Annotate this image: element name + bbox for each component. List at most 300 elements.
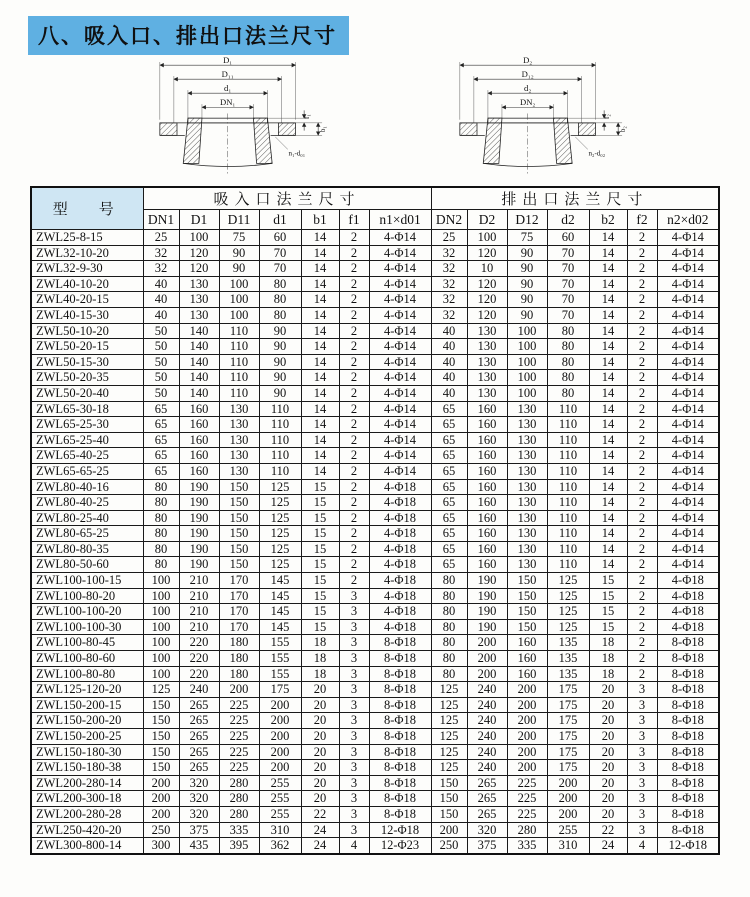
value-cell: 255 — [547, 822, 589, 838]
value-cell: 80 — [143, 479, 179, 495]
value-cell: 3 — [339, 806, 369, 822]
table-row — [31, 510, 719, 526]
value-cell: 15 — [301, 510, 339, 526]
value-cell: 80 — [143, 495, 179, 511]
value-cell: 150 — [219, 495, 259, 511]
value-cell: 140 — [179, 339, 219, 355]
value-cell: 240 — [467, 682, 507, 698]
value-cell: 210 — [179, 619, 219, 635]
value-cell: 200 — [467, 635, 507, 651]
value-cell: 18 — [301, 651, 339, 667]
value-cell: 175 — [547, 682, 589, 698]
value-cell: 125 — [259, 495, 301, 511]
model-cell: ZWL80-65-25 — [31, 526, 143, 542]
dim-label-n1d01: n₁-d₀₁ — [288, 149, 306, 158]
value-cell: 145 — [259, 573, 301, 589]
value-cell: 80 — [143, 541, 179, 557]
model-cell: ZWL100-100-20 — [31, 604, 143, 620]
value-cell: 15 — [301, 541, 339, 557]
value-cell: 100 — [467, 230, 507, 246]
value-cell: 100 — [143, 604, 179, 620]
value-cell: 50 — [143, 323, 179, 339]
value-cell: 2 — [627, 307, 657, 323]
value-cell: 160 — [179, 432, 219, 448]
value-cell: 2 — [339, 401, 369, 417]
table-row — [31, 760, 719, 776]
value-cell: 15 — [589, 588, 627, 604]
value-cell: 110 — [547, 448, 589, 464]
value-cell: 125 — [431, 682, 467, 698]
value-cell: 110 — [259, 463, 301, 479]
value-cell: 22 — [301, 806, 339, 822]
model-cell: ZWL100-100-15 — [31, 573, 143, 589]
value-cell: 335 — [219, 822, 259, 838]
column-header: n2×d02 — [657, 210, 719, 230]
suction-flange-diagram — [138, 52, 333, 182]
value-cell: 200 — [507, 760, 547, 776]
value-cell: 20 — [301, 697, 339, 713]
value-cell: 225 — [219, 713, 259, 729]
value-cell: 3 — [627, 806, 657, 822]
value-cell: 160 — [179, 417, 219, 433]
value-cell: 14 — [589, 276, 627, 292]
value-cell: 14 — [589, 417, 627, 433]
value-cell: 80 — [259, 276, 301, 292]
value-cell: 2 — [627, 541, 657, 557]
value-cell: 110 — [259, 401, 301, 417]
value-cell: 2 — [627, 230, 657, 246]
value-cell: 65 — [431, 463, 467, 479]
value-cell: 4-Φ14 — [657, 307, 719, 323]
value-cell: 150 — [431, 775, 467, 791]
value-cell: 50 — [143, 385, 179, 401]
value-cell: 2 — [339, 339, 369, 355]
value-cell: 265 — [467, 791, 507, 807]
value-cell: 240 — [179, 682, 219, 698]
value-cell: 155 — [259, 635, 301, 651]
value-cell: 140 — [179, 370, 219, 386]
value-cell: 140 — [179, 354, 219, 370]
value-cell: 32 — [431, 261, 467, 277]
value-cell: 200 — [259, 697, 301, 713]
model-cell: ZWL100-80-20 — [31, 588, 143, 604]
value-cell: 3 — [627, 760, 657, 776]
value-cell: 2 — [627, 619, 657, 635]
value-cell: 2 — [339, 557, 369, 573]
table-row — [31, 619, 719, 635]
value-cell: 130 — [507, 510, 547, 526]
value-cell: 130 — [219, 417, 259, 433]
value-cell: 110 — [219, 354, 259, 370]
value-cell: 2 — [627, 635, 657, 651]
value-cell: 2 — [339, 276, 369, 292]
table-row — [31, 401, 719, 417]
value-cell: 125 — [259, 526, 301, 542]
value-cell: 18 — [589, 666, 627, 682]
value-cell: 80 — [431, 604, 467, 620]
value-cell: 8-Φ18 — [657, 791, 719, 807]
value-cell: 14 — [589, 307, 627, 323]
value-cell: 2 — [339, 448, 369, 464]
value-cell: 2 — [627, 651, 657, 667]
value-cell: 50 — [143, 339, 179, 355]
value-cell: 4-Φ14 — [369, 432, 431, 448]
value-cell: 160 — [467, 495, 507, 511]
value-cell: 225 — [219, 744, 259, 760]
value-cell: 180 — [219, 666, 259, 682]
value-cell: 110 — [547, 495, 589, 511]
table-row — [31, 635, 719, 651]
value-cell: 435 — [179, 838, 219, 854]
value-cell: 3 — [339, 775, 369, 791]
value-cell: 2 — [627, 323, 657, 339]
value-cell: 24 — [301, 822, 339, 838]
value-cell: 2 — [339, 307, 369, 323]
value-cell: 20 — [301, 791, 339, 807]
value-cell: 4-Φ18 — [369, 573, 431, 589]
value-cell: 280 — [219, 806, 259, 822]
table-row — [31, 697, 719, 713]
value-cell: 14 — [301, 401, 339, 417]
value-cell: 4-Φ14 — [657, 230, 719, 246]
value-cell: 335 — [507, 838, 547, 854]
value-cell: 12-Φ18 — [369, 822, 431, 838]
value-cell: 4-Φ18 — [369, 510, 431, 526]
table-row — [31, 651, 719, 667]
value-cell: 40 — [431, 354, 467, 370]
value-cell: 4-Φ14 — [657, 495, 719, 511]
value-cell: 125 — [547, 604, 589, 620]
value-cell: 130 — [507, 557, 547, 573]
value-cell: 80 — [547, 323, 589, 339]
value-cell: 2 — [627, 526, 657, 542]
value-cell: 4-Φ14 — [369, 448, 431, 464]
value-cell: 8-Φ18 — [369, 635, 431, 651]
value-cell: 175 — [547, 744, 589, 760]
value-cell: 110 — [547, 526, 589, 542]
value-cell: 3 — [627, 713, 657, 729]
value-cell: 200 — [547, 806, 589, 822]
value-cell: 110 — [219, 370, 259, 386]
value-cell: 4-Φ14 — [369, 354, 431, 370]
value-cell: 130 — [179, 307, 219, 323]
value-cell: 2 — [627, 666, 657, 682]
column-header: f2 — [627, 210, 657, 230]
value-cell: 150 — [143, 729, 179, 745]
value-cell: 190 — [179, 557, 219, 573]
value-cell: 8-Φ18 — [657, 682, 719, 698]
value-cell: 14 — [589, 479, 627, 495]
table-row — [31, 666, 719, 682]
value-cell: 2 — [339, 385, 369, 401]
value-cell: 150 — [219, 541, 259, 557]
value-cell: 2 — [627, 417, 657, 433]
value-cell: 200 — [259, 729, 301, 745]
model-cell: ZWL100-100-30 — [31, 619, 143, 635]
value-cell: 70 — [547, 292, 589, 308]
value-cell: 32 — [143, 261, 179, 277]
value-cell: 14 — [301, 448, 339, 464]
value-cell: 190 — [179, 479, 219, 495]
model-cell: ZWL40-15-30 — [31, 307, 143, 323]
value-cell: 130 — [507, 479, 547, 495]
value-cell: 18 — [589, 651, 627, 667]
value-cell: 190 — [179, 495, 219, 511]
value-cell: 200 — [219, 682, 259, 698]
table-row — [31, 791, 719, 807]
value-cell: 90 — [259, 385, 301, 401]
table-row — [31, 385, 719, 401]
value-cell: 220 — [179, 651, 219, 667]
value-cell: 4-Φ14 — [369, 323, 431, 339]
value-cell: 65 — [431, 401, 467, 417]
value-cell: 200 — [507, 744, 547, 760]
value-cell: 12-Φ18 — [657, 838, 719, 854]
value-cell: 2 — [339, 541, 369, 557]
value-cell: 2 — [339, 432, 369, 448]
value-cell: 320 — [179, 806, 219, 822]
value-cell: 40 — [143, 292, 179, 308]
value-cell: 130 — [219, 463, 259, 479]
value-cell: 160 — [467, 557, 507, 573]
dim-label-n2d02: n₂-d₀₂ — [588, 149, 606, 158]
value-cell: 155 — [259, 651, 301, 667]
value-cell: 320 — [179, 775, 219, 791]
value-cell: 130 — [467, 370, 507, 386]
value-cell: 18 — [301, 666, 339, 682]
value-cell: 14 — [589, 463, 627, 479]
model-cell: ZWL80-40-16 — [31, 479, 143, 495]
value-cell: 140 — [179, 323, 219, 339]
value-cell: 80 — [143, 526, 179, 542]
value-cell: 2 — [339, 495, 369, 511]
value-cell: 2 — [627, 401, 657, 417]
value-cell: 4-Φ14 — [657, 448, 719, 464]
value-cell: 100 — [143, 573, 179, 589]
value-cell: 50 — [143, 370, 179, 386]
value-cell: 160 — [467, 541, 507, 557]
value-cell: 265 — [179, 729, 219, 745]
value-cell: 145 — [259, 619, 301, 635]
value-cell: 3 — [627, 697, 657, 713]
value-cell: 125 — [547, 573, 589, 589]
value-cell: 170 — [219, 573, 259, 589]
value-cell: 125 — [431, 697, 467, 713]
value-cell: 4-Φ14 — [657, 370, 719, 386]
value-cell: 2 — [627, 276, 657, 292]
value-cell: 3 — [339, 604, 369, 620]
value-cell: 2 — [339, 479, 369, 495]
value-cell: 225 — [219, 729, 259, 745]
value-cell: 90 — [507, 292, 547, 308]
value-cell: 130 — [467, 339, 507, 355]
value-cell: 225 — [219, 760, 259, 776]
value-cell: 100 — [219, 307, 259, 323]
value-cell: 14 — [589, 292, 627, 308]
value-cell: 8-Φ18 — [369, 775, 431, 791]
value-cell: 160 — [507, 635, 547, 651]
value-cell: 8-Φ18 — [657, 775, 719, 791]
value-cell: 20 — [301, 729, 339, 745]
value-cell: 14 — [589, 495, 627, 511]
value-cell: 310 — [547, 838, 589, 854]
value-cell: 8-Φ18 — [657, 713, 719, 729]
value-cell: 14 — [589, 245, 627, 261]
value-cell: 265 — [179, 697, 219, 713]
value-cell: 2 — [627, 510, 657, 526]
value-cell: 265 — [179, 713, 219, 729]
value-cell: 2 — [627, 479, 657, 495]
value-cell: 110 — [259, 448, 301, 464]
value-cell: 20 — [589, 744, 627, 760]
value-cell: 150 — [143, 760, 179, 776]
value-cell: 24 — [589, 838, 627, 854]
value-cell: 160 — [467, 417, 507, 433]
column-header: D11 — [219, 210, 259, 230]
dim-label-DN1: DN₁ — [220, 96, 236, 107]
value-cell: 80 — [143, 557, 179, 573]
value-cell: 22 — [589, 822, 627, 838]
suction-group-header: 吸入口法兰尺寸 — [143, 187, 431, 210]
value-cell: 160 — [467, 401, 507, 417]
value-cell: 80 — [547, 385, 589, 401]
value-cell: 110 — [259, 417, 301, 433]
column-header: D1 — [179, 210, 219, 230]
table-row — [31, 463, 719, 479]
value-cell: 15 — [301, 557, 339, 573]
value-cell: 3 — [339, 682, 369, 698]
value-cell: 65 — [143, 463, 179, 479]
value-cell: 150 — [219, 557, 259, 573]
value-cell: 70 — [259, 261, 301, 277]
value-cell: 8-Φ18 — [657, 729, 719, 745]
table-row — [31, 323, 719, 339]
value-cell: 65 — [143, 401, 179, 417]
value-cell: 3 — [339, 713, 369, 729]
value-cell: 170 — [219, 604, 259, 620]
table-row — [31, 744, 719, 760]
value-cell: 14 — [589, 401, 627, 417]
value-cell: 14 — [589, 339, 627, 355]
value-cell: 4-Φ14 — [657, 510, 719, 526]
value-cell: 14 — [301, 354, 339, 370]
value-cell: 20 — [589, 760, 627, 776]
value-cell: 2 — [627, 292, 657, 308]
value-cell: 18 — [301, 635, 339, 651]
value-cell: 210 — [179, 604, 219, 620]
value-cell: 175 — [547, 729, 589, 745]
value-cell: 150 — [507, 573, 547, 589]
value-cell: 20 — [589, 697, 627, 713]
value-cell: 150 — [143, 744, 179, 760]
value-cell: 130 — [179, 292, 219, 308]
value-cell: 100 — [143, 635, 179, 651]
value-cell: 190 — [179, 526, 219, 542]
value-cell: 90 — [259, 354, 301, 370]
value-cell: 4-Φ14 — [657, 417, 719, 433]
value-cell: 90 — [259, 339, 301, 355]
value-cell: 3 — [627, 729, 657, 745]
value-cell: 80 — [431, 666, 467, 682]
table-row — [31, 339, 719, 355]
value-cell: 180 — [219, 651, 259, 667]
value-cell: 4-Φ18 — [369, 619, 431, 635]
value-cell: 14 — [301, 276, 339, 292]
value-cell: 100 — [507, 354, 547, 370]
model-cell: ZWL32-9-30 — [31, 261, 143, 277]
value-cell: 375 — [179, 822, 219, 838]
value-cell: 240 — [467, 760, 507, 776]
dim-label-b1: b₁ — [319, 126, 328, 133]
value-cell: 4-Φ14 — [657, 385, 719, 401]
value-cell: 32 — [431, 292, 467, 308]
model-cell: ZWL200-280-14 — [31, 775, 143, 791]
table-row — [31, 573, 719, 589]
value-cell: 265 — [179, 744, 219, 760]
dim-label-f2: f₂ — [602, 114, 611, 120]
value-cell: 14 — [301, 339, 339, 355]
value-cell: 170 — [219, 619, 259, 635]
value-cell: 160 — [507, 666, 547, 682]
value-cell: 130 — [467, 385, 507, 401]
value-cell: 100 — [143, 666, 179, 682]
value-cell: 150 — [507, 619, 547, 635]
value-cell: 65 — [143, 448, 179, 464]
value-cell: 140 — [179, 385, 219, 401]
table-row — [31, 526, 719, 542]
value-cell: 8-Φ18 — [369, 791, 431, 807]
value-cell: 190 — [179, 510, 219, 526]
table-row — [31, 276, 719, 292]
value-cell: 20 — [301, 760, 339, 776]
value-cell: 14 — [589, 526, 627, 542]
table-row — [31, 432, 719, 448]
value-cell: 8-Φ18 — [369, 713, 431, 729]
value-cell: 110 — [547, 463, 589, 479]
table-row — [31, 588, 719, 604]
column-header: f1 — [339, 210, 369, 230]
value-cell: 225 — [507, 775, 547, 791]
value-cell: 4-Φ14 — [369, 276, 431, 292]
value-cell: 175 — [547, 697, 589, 713]
value-cell: 20 — [589, 775, 627, 791]
value-cell: 160 — [179, 401, 219, 417]
value-cell: 175 — [259, 682, 301, 698]
value-cell: 160 — [467, 526, 507, 542]
value-cell: 130 — [507, 463, 547, 479]
value-cell: 255 — [259, 775, 301, 791]
value-cell: 225 — [507, 806, 547, 822]
value-cell: 100 — [507, 323, 547, 339]
value-cell: 130 — [507, 541, 547, 557]
model-cell: ZWL65-65-25 — [31, 463, 143, 479]
value-cell: 265 — [467, 775, 507, 791]
value-cell: 25 — [143, 230, 179, 246]
model-cell: ZWL200-300-18 — [31, 791, 143, 807]
dim-label-D2: D₂ — [523, 54, 533, 65]
model-cell: ZWL100-80-45 — [31, 635, 143, 651]
value-cell: 60 — [547, 230, 589, 246]
model-cell: ZWL65-40-25 — [31, 448, 143, 464]
value-cell: 4-Φ14 — [657, 323, 719, 339]
value-cell: 2 — [339, 230, 369, 246]
value-cell: 20 — [301, 682, 339, 698]
table-row — [31, 557, 719, 573]
value-cell: 125 — [547, 619, 589, 635]
value-cell: 4-Φ18 — [657, 573, 719, 589]
value-cell: 4-Φ18 — [657, 619, 719, 635]
value-cell: 130 — [507, 448, 547, 464]
